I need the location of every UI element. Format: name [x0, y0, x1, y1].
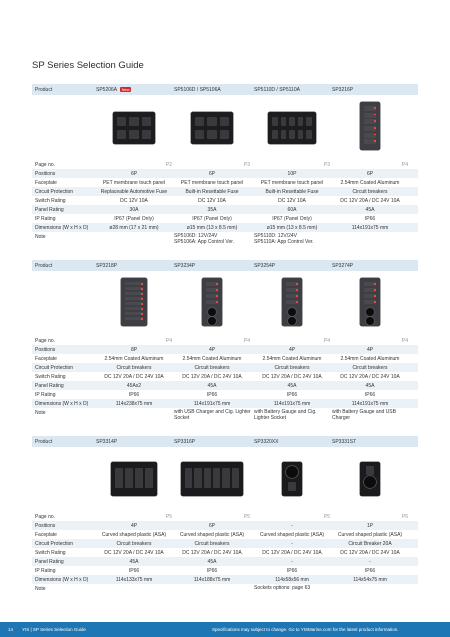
row-label: Switch Rating: [35, 373, 66, 380]
table-row: [32, 214, 418, 223]
product-name-text: SP3216P: [332, 87, 354, 93]
table-cell: 45A: [129, 558, 139, 565]
product-label: Product: [35, 439, 53, 445]
table-cell: IP66: [364, 215, 376, 222]
table-cell: PET membrane touch panel: [102, 179, 166, 186]
page-number: P3: [323, 161, 330, 168]
page-number: P6: [401, 513, 408, 520]
table-cell: DC 12V 20A / DC 24V 10A: [104, 373, 164, 380]
table-cell: Circuit breakers: [194, 364, 230, 371]
table-cell: 114x54x75 mm: [353, 576, 387, 583]
table-cell: 114x188x75 mm: [193, 576, 231, 583]
product-image: [113, 112, 155, 144]
table-cell: IP66: [364, 567, 376, 574]
product-name: [174, 87, 221, 93]
table-row-note: [32, 584, 418, 604]
product-name: [174, 263, 195, 269]
row-label: Page no.: [35, 161, 56, 168]
table-row: [32, 187, 418, 196]
table-row: [32, 548, 418, 557]
page-number: P4: [401, 161, 408, 168]
table-cell: 6P: [366, 170, 374, 177]
product-name: [254, 263, 275, 269]
table-cell: 45A: [287, 382, 297, 389]
page-footer: [0, 622, 450, 637]
row-label: Switch Rating: [35, 549, 66, 556]
row-label: Page no.: [35, 513, 56, 520]
product-name: [332, 439, 356, 445]
product-image: [121, 278, 147, 326]
product-name-text: SP5206A: [96, 87, 118, 93]
table-cell: 45A: [365, 382, 375, 389]
row-label: Note: [35, 233, 46, 240]
product-images: [32, 450, 418, 506]
table-cell: 60A: [287, 206, 297, 213]
table-row: [32, 372, 418, 381]
table-cell: Curved shaped plastic (ASA): [259, 531, 325, 538]
table-cell: 2.54mm Coated Aluminum: [104, 355, 164, 362]
table-row: [32, 566, 418, 575]
table-cell: IP66: [286, 567, 298, 574]
page-number: P4: [323, 337, 330, 344]
table-cell: DC 12V 20A / DC 24V 10A: [340, 197, 400, 204]
product-name: [332, 87, 353, 93]
note-cell: with USB Charger and Cig. Lighter Socket: [174, 408, 251, 421]
product-name-text: SP3254P: [254, 263, 276, 269]
row-label: Circuit Protection: [35, 364, 74, 371]
table-cell: ø28 mm (17 x 21 mm): [109, 224, 159, 231]
row-label: Positions: [35, 170, 56, 177]
product-image: [282, 278, 302, 326]
table-cell: 2.54mm Coated Aluminum: [340, 355, 400, 362]
row-label: Dimensions (W x H x D): [35, 576, 89, 583]
product-name-text: SP3274P: [332, 263, 354, 269]
page-number: P4: [165, 337, 172, 344]
product-label: Product: [35, 263, 53, 269]
table-cell: ø15 mm (13 x 8.5 mm): [266, 224, 318, 231]
table-cell: ø15 mm (13 x 8.5 mm): [186, 224, 238, 231]
table-cell: -: [291, 522, 293, 529]
table-row: [32, 530, 418, 539]
table-cell: 4P: [130, 522, 138, 529]
product-header-row: [32, 436, 418, 447]
product-name-text: SP3234P: [174, 263, 196, 269]
table-cell: 45A: [365, 206, 375, 213]
table-cell: 1P: [366, 522, 374, 529]
row-label: Page no.: [35, 337, 56, 344]
product-name: [96, 439, 117, 445]
product-header-row: [32, 84, 418, 95]
row-label: Positions: [35, 522, 56, 529]
row-label: Panel Rating: [35, 382, 64, 389]
product-images: [32, 98, 418, 154]
table-cell: 30A: [129, 206, 139, 213]
table-cell: Built-in Resettable Fuse: [265, 188, 319, 195]
product-image: [181, 462, 243, 496]
table-row: [32, 345, 418, 354]
product-name-text: SP3314P: [96, 439, 118, 445]
table-cell: IP66: [128, 391, 140, 398]
note-cell: Sockets options: page 63: [254, 584, 311, 591]
table-cell: IP66: [206, 391, 218, 398]
table-cell: Circuit breakers: [116, 540, 152, 547]
table-cell: 114x58x56 mm: [275, 576, 309, 583]
table-cell: DC 12V 10A: [120, 197, 148, 204]
product-image: [360, 102, 380, 150]
table-cell: DC 12V 20A / DC 24V 10A: [340, 373, 400, 380]
product-image: [360, 278, 380, 326]
table-cell: 45Ax2: [126, 382, 142, 389]
page-number: P5: [165, 513, 172, 520]
table-cell: PET membrane touch panel: [260, 179, 324, 186]
table-cell: DC 12V 20A / DC 24V 10A: [262, 549, 322, 556]
product-name: [96, 263, 117, 269]
row-label: Dimensions (W x H x D): [35, 224, 89, 231]
table-cell: 114x191x75 mm: [351, 224, 389, 231]
table-cell: Curved shaped plastic (ASA): [101, 531, 167, 538]
table-cell: 114x133x75 mm: [115, 576, 153, 583]
product-image: [360, 462, 380, 496]
table-cell: Curved shaped plastic (ASA): [337, 531, 403, 538]
table-cell: Circuit breakers: [116, 364, 152, 371]
table-cell: IP67 (Panel Only): [192, 215, 232, 222]
table-cell: 114x238x75 mm: [115, 400, 153, 407]
product-name-text: SP3320XX: [254, 439, 279, 445]
table-cell: Replaceable Automotive Fuse: [100, 188, 168, 195]
table-row: [32, 223, 418, 232]
table-cell: 114x191x75 mm: [273, 400, 311, 407]
product-image: [202, 278, 222, 326]
product-name: [332, 263, 353, 269]
product-name: [254, 439, 278, 445]
table-row: [32, 399, 418, 408]
footer-page-number: 14: [8, 627, 14, 632]
table-cell: 6P: [208, 170, 216, 177]
table-row: [32, 169, 418, 178]
product-image: [282, 462, 302, 496]
table-row-note: [32, 232, 418, 252]
page-number: P4: [243, 337, 250, 344]
table-row: [32, 557, 418, 566]
table-row: [32, 205, 418, 214]
row-label: Note: [35, 585, 46, 592]
table-row: [32, 196, 418, 205]
product-image: [268, 112, 316, 144]
table-cell: 6P: [130, 170, 138, 177]
row-label: Panel Rating: [35, 206, 64, 213]
table-cell: DC 12V 10A: [278, 197, 306, 204]
note-cell: SP5106D: 12V/24V SP5106A: App Control Ver.: [174, 232, 235, 245]
table-row: [32, 575, 418, 584]
table-cell: 45A: [207, 382, 217, 389]
table-cell: 2.54mm Coated Aluminum: [182, 355, 242, 362]
product-label: Product: [35, 87, 53, 93]
table-cell: 10P: [287, 170, 297, 177]
page-number: P5: [243, 513, 250, 520]
table-cell: DC 12V 20A / DC 24V 10A: [340, 549, 400, 556]
table-cell: DC 12V 20A / DC 24V 10A: [182, 373, 242, 380]
table-row: [32, 512, 418, 521]
table-cell: 2.54mm Coated Aluminum: [340, 179, 400, 186]
note-cell: with Battery Gauge and Cig. Lighter Socket: [254, 408, 317, 421]
page-number: P4: [401, 337, 408, 344]
table-cell: 4P: [208, 346, 216, 353]
table-cell: PET membrane touch panel: [180, 179, 244, 186]
note-cell: with Battery Gauge and USB Charger: [332, 408, 396, 421]
footer-disclaimer: Specifications may subject to change. Go to YISMarine.com for the latest product information.: [212, 627, 399, 632]
page-number: P3: [243, 161, 250, 168]
row-label: IP Rating: [35, 391, 56, 398]
row-label: Circuit Protection: [35, 188, 74, 195]
table-cell: 114x191x75 mm: [193, 400, 231, 407]
table-row: [32, 390, 418, 399]
table-cell: 6P: [208, 522, 216, 529]
table-row: [32, 336, 418, 345]
table-row: [32, 363, 418, 372]
table-row-note: [32, 408, 418, 428]
product-name-text: SP3218P: [96, 263, 118, 269]
table-cell: 2.54mm Coated Aluminum: [262, 355, 322, 362]
row-label: Faceplate: [35, 179, 57, 186]
table-cell: IP66: [206, 567, 218, 574]
product-name-text: SP3316P: [174, 439, 196, 445]
footer-title: YIS | SP Series Selection Guide: [22, 627, 86, 632]
product-name-text: SP3331ST: [332, 439, 357, 445]
row-label: IP Rating: [35, 567, 56, 574]
table-cell: IP67 (Panel Only): [272, 215, 312, 222]
table-cell: 4P: [366, 346, 374, 353]
row-label: Circuit Protection: [35, 540, 74, 547]
table-cell: Curved shaped plastic (ASA): [179, 531, 245, 538]
table-cell: Built-in Resettable Fuse: [185, 188, 239, 195]
table-cell: 4P: [288, 346, 296, 353]
table-cell: 45A: [207, 558, 217, 565]
page-number: P5: [323, 513, 330, 520]
table-cell: Circuit breakers: [352, 188, 388, 195]
table-cell: Circuit breakers: [352, 364, 388, 371]
product-image: [191, 112, 233, 144]
row-label: Switch Rating: [35, 197, 66, 204]
table-cell: 114x191x75 mm: [351, 400, 389, 407]
table-cell: -: [291, 558, 293, 565]
page-number: P2: [165, 161, 172, 168]
product-image: [111, 462, 157, 496]
table-cell: IP66: [364, 391, 376, 398]
row-label: Panel Rating: [35, 558, 64, 565]
row-label: Dimensions (W x H x D): [35, 400, 89, 407]
product-name: [254, 87, 300, 93]
table-cell: Circuit Breaker 20A: [348, 540, 392, 547]
table-row: [32, 160, 418, 169]
row-label: Note: [35, 409, 46, 416]
note-cell: SP5110D: 12V/24V SP5110A: App Control Ver.: [254, 232, 314, 245]
row-label: Faceplate: [35, 531, 57, 538]
table-cell: DC 12V 20A / DC 24V 10A: [104, 549, 164, 556]
product-name-text: SP5110D / SP5110A: [254, 87, 300, 93]
table-cell: IP66: [286, 391, 298, 398]
table-cell: Circuit breakers: [274, 364, 310, 371]
product-name-text: SP5106D / SP5106A: [174, 87, 221, 93]
table-row: [32, 539, 418, 548]
product-name: [174, 439, 195, 445]
product-images: [32, 274, 418, 330]
table-cell: IP66: [128, 567, 140, 574]
table-cell: DC 12V 10A: [198, 197, 226, 204]
table-cell: -: [291, 540, 293, 547]
table-cell: DC 12V 20A / DC 24V 10A: [262, 373, 322, 380]
table-row: [32, 381, 418, 390]
table-cell: IP67 (Panel Only): [114, 215, 154, 222]
new-badge: New: [121, 87, 130, 92]
product-header-row: [32, 260, 418, 271]
table-row: [32, 354, 418, 363]
row-label: Positions: [35, 346, 56, 353]
table-cell: -: [369, 558, 371, 565]
page-title: SP Series Selection Guide: [32, 60, 144, 71]
table-row: [32, 521, 418, 530]
row-label: Faceplate: [35, 355, 57, 362]
table-cell: 35A: [207, 206, 217, 213]
table-row: [32, 178, 418, 187]
table-cell: Circuit breakers: [194, 540, 230, 547]
product-name: [96, 87, 131, 93]
table-cell: 8P: [130, 346, 138, 353]
table-cell: DC 12V 20A / DC 24V 10A: [182, 549, 242, 556]
row-label: IP Rating: [35, 215, 56, 222]
